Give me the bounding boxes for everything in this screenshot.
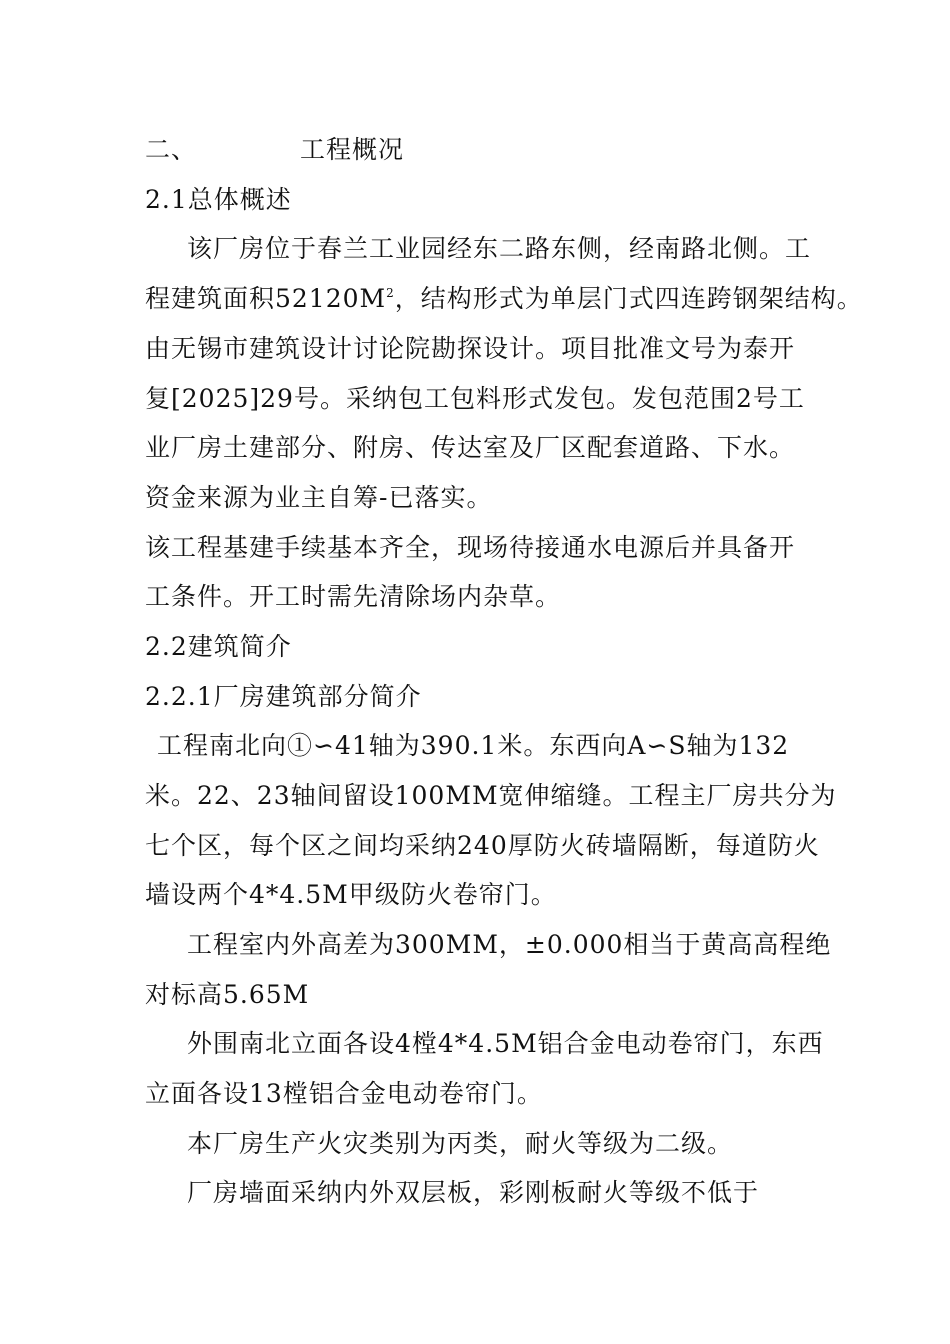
section-number: 二、 [145, 135, 198, 164]
paragraph-line: 米。22、23轴间留设100MM宽伸缩缝。工程主厂房共分为 [145, 781, 837, 810]
paragraph-line: 复[2025]29号。采纳包工包料形式发包。发包范围2号工 [145, 384, 805, 413]
subheading-2-2: 2.2建筑简介 [145, 632, 292, 661]
paragraph-line: 业厂房土建部分、附房、传达室及厂区配套道路、下水。 [145, 433, 796, 462]
paragraph-line: 该工程基建手续基本齐全，现场待接通水电源后并具备开 [145, 533, 796, 562]
paragraph-line: 由无锡市建筑设计讨论院勘探设计。项目批准文号为泰开 [145, 334, 796, 363]
paragraph-line: 工程南北向①∽41轴为390.1米。东西向A∽S轴为132 [157, 731, 790, 760]
paragraph-line: 工条件。开工时需先清除场内杂草。 [145, 582, 562, 611]
paragraph-line: 厂房墙面采纳内外双层板，彩刚板耐火等级不低于 [187, 1178, 760, 1207]
paragraph-line: 该厂房位于春兰工业园经东二路东侧，经南路北侧。工 [187, 234, 812, 263]
paragraph-line: 七个区，每个区之间均采纳240厚防火砖墙隔断，每道防火 [145, 831, 820, 860]
paragraph-line: 墙设两个4*4.5M甲级防火卷帘门。 [145, 880, 557, 909]
subheading-2-1: 2.1总体概述 [145, 185, 292, 214]
paragraph-line: 资金来源为业主自筹-已落实。 [145, 483, 493, 512]
section-title: 工程概况 [300, 135, 405, 164]
paragraph-line: 程建筑面积$52120M^2$，结构形式为单层门式四连跨钢架结构。 [145, 284, 863, 313]
section-heading [145, 132, 845, 168]
superscript: 2 [386, 286, 395, 300]
paragraph-line: 本厂房生产火灾类别为丙类，耐火等级为二级。 [187, 1129, 734, 1158]
paragraph-line: 对标高5.65M [145, 980, 310, 1009]
paragraph-line: 外围南北立面各设4樘4*4.5M铝合金电动卷帘门，东西 [187, 1029, 824, 1058]
paragraph-line: 立面各设13樘铝合金电动卷帘门。 [145, 1079, 543, 1108]
subheading-2-2-1: 2.2.1厂房建筑部分简介 [145, 682, 422, 711]
paragraph-line: 工程室内外高差为300MM，±0.000相当于黄高高程绝 [187, 930, 832, 959]
